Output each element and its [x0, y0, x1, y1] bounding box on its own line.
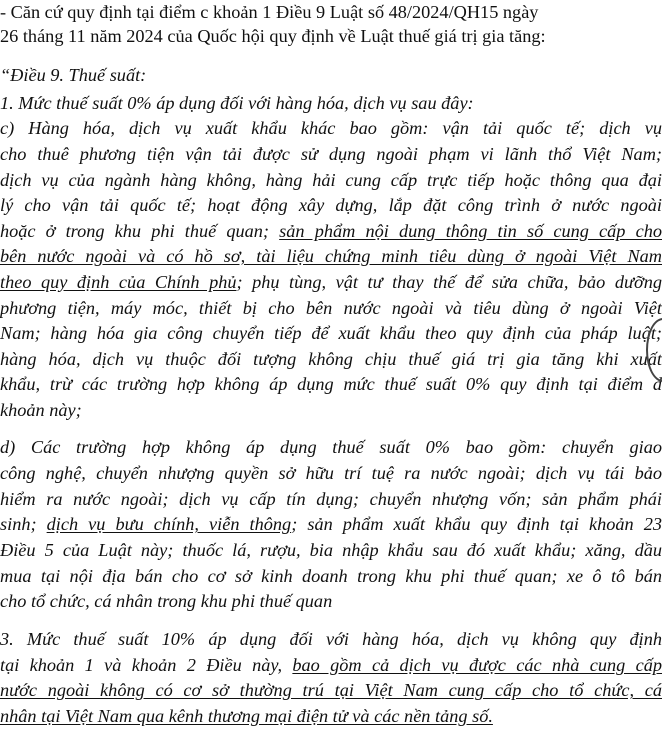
- document-line: [0, 116, 662, 141]
- underlined-text: dịch vụ bưu chính, viễn thông: [47, 514, 292, 534]
- text-segment: 3. Mức thuế suất 10% áp dụng đối với hàng hóa, dịch vụ không quy định: [0, 629, 662, 649]
- text-segment: hiểm ra nước ngoài; dịch vụ cấp tín dụng; chuyển nhượng vốn; sản phẩm phái: [0, 489, 662, 509]
- document-line: [0, 296, 662, 321]
- text-segment: mua tại nội địa bán cho cơ sở kinh doanh trong khu phi thuế quan; xe ô tô bán: [0, 566, 662, 586]
- underlined-text: nước ngoài không có cơ sở thường trú tại Việt Nam cung cấp cho tổ chức, cá: [0, 680, 662, 700]
- text-segment: sinh;: [0, 514, 47, 534]
- document-line: [0, 63, 662, 88]
- document-line: [0, 435, 662, 460]
- document-line: [0, 627, 662, 652]
- document-line: [0, 678, 662, 703]
- document-line: [0, 219, 662, 244]
- document-line: [0, 564, 662, 589]
- document-line: [0, 321, 662, 346]
- document-line: [0, 704, 662, 729]
- text-segment: d) Các trường hợp không áp dụng thuế suất 0% bao gồm: chuyển giao: [0, 437, 662, 457]
- document-line: [0, 142, 662, 167]
- underlined-text: nhân tại Việt Nam qua kênh thương mại điện tử và các nền tảng số.: [0, 706, 493, 726]
- text-segment: 26 tháng 11 năm 2024 của Quốc hội quy định về Luật thuế giá trị gia tăng:: [0, 26, 546, 46]
- text-segment: tại khoản 1 và khoản 2 Điều này,: [0, 655, 292, 675]
- text-segment: dịch vụ của ngành hàng không, hàng hải cung cấp trực tiếp hoặc thông qua đại: [0, 170, 662, 190]
- document-line: [0, 270, 662, 295]
- document-line: [0, 461, 662, 486]
- underlined-text: theo quy định của Chính phủ: [0, 272, 237, 292]
- document-line: [0, 653, 662, 678]
- text-segment: lý cho vận tải quốc tế; hoạt động xây dựng, lắp đặt công trình ở nước ngoài: [0, 195, 662, 215]
- underlined-text: bao gồm cả dịch vụ được các nhà cung cấp: [292, 655, 662, 675]
- document-line: [0, 91, 662, 116]
- text-segment: cho tổ chức, cá nhân trong khu phi thuế quan: [0, 591, 332, 611]
- document-line: [0, 24, 662, 49]
- document-line: [0, 512, 662, 537]
- underlined-text: bên nước ngoài và có hồ sơ, tài liệu chứng minh tiêu dùng ở ngoài Việt Nam: [0, 246, 662, 266]
- document-line: [0, 487, 662, 512]
- underlined-text: sản phẩm nội dung thông tin số cung cấp cho: [279, 221, 662, 241]
- document-line: [0, 372, 662, 397]
- text-segment: phương tiện, máy móc, thiết bị cho bên nước ngoài và tiêu dùng ở ngoài Việt: [0, 298, 662, 318]
- document-line: [0, 347, 662, 372]
- document-line: [0, 538, 662, 563]
- text-segment: ; phụ tùng, vật tư thay thế để sửa chữa, bảo dưỡng: [237, 272, 662, 292]
- document-line: [0, 244, 662, 269]
- text-segment: khẩu, trừ các trường hợp không áp dụng mức thuế suất 0% quy định tại điểm d: [0, 374, 662, 394]
- text-segment: cho thuê phương tiện vận tải được sử dụng ngoài phạm vi lãnh thổ Việt Nam;: [0, 144, 662, 164]
- text-segment: hoặc ở trong khu phi thuế quan;: [0, 221, 279, 241]
- document-line: [0, 589, 662, 614]
- text-segment: Nam; hàng hóa gia công chuyển tiếp để xuất khẩu theo quy định của pháp luật;: [0, 323, 662, 343]
- text-segment: công nghệ, chuyển nhượng quyền sở hữu trí tuệ ra nước ngoài; dịch vụ tái bảo: [0, 463, 662, 483]
- document-line: [0, 168, 662, 193]
- text-segment: ; sản phẩm xuất khẩu quy định tại khoản 23: [291, 514, 662, 534]
- document-line: [0, 0, 662, 25]
- text-segment: c) Hàng hóa, dịch vụ xuất khẩu khác bao gồm: vận tải quốc tế; dịch vụ: [0, 118, 662, 138]
- document-line: [0, 193, 662, 218]
- text-segment: hàng hóa, dịch vụ thuộc đối tượng không chịu thuế giá trị gia tăng khi xuất: [0, 349, 662, 369]
- text-segment: khoản này;: [0, 400, 82, 420]
- text-segment: Điều 5 của Luật này; thuốc lá, rượu, bia nhập khẩu sau đó xuất khẩu; xăng, dầu: [0, 540, 662, 560]
- text-segment: 1. Mức thuế suất 0% áp dụng đối với hàng hóa, dịch vụ sau đây:: [0, 93, 474, 113]
- document-line: [0, 398, 662, 423]
- text-segment: “Điều 9. Thuế suất:: [0, 65, 146, 85]
- text-segment: - Căn cứ quy định tại điểm c khoản 1 Điều 9 Luật số 48/2024/QH15 ngày: [0, 2, 538, 22]
